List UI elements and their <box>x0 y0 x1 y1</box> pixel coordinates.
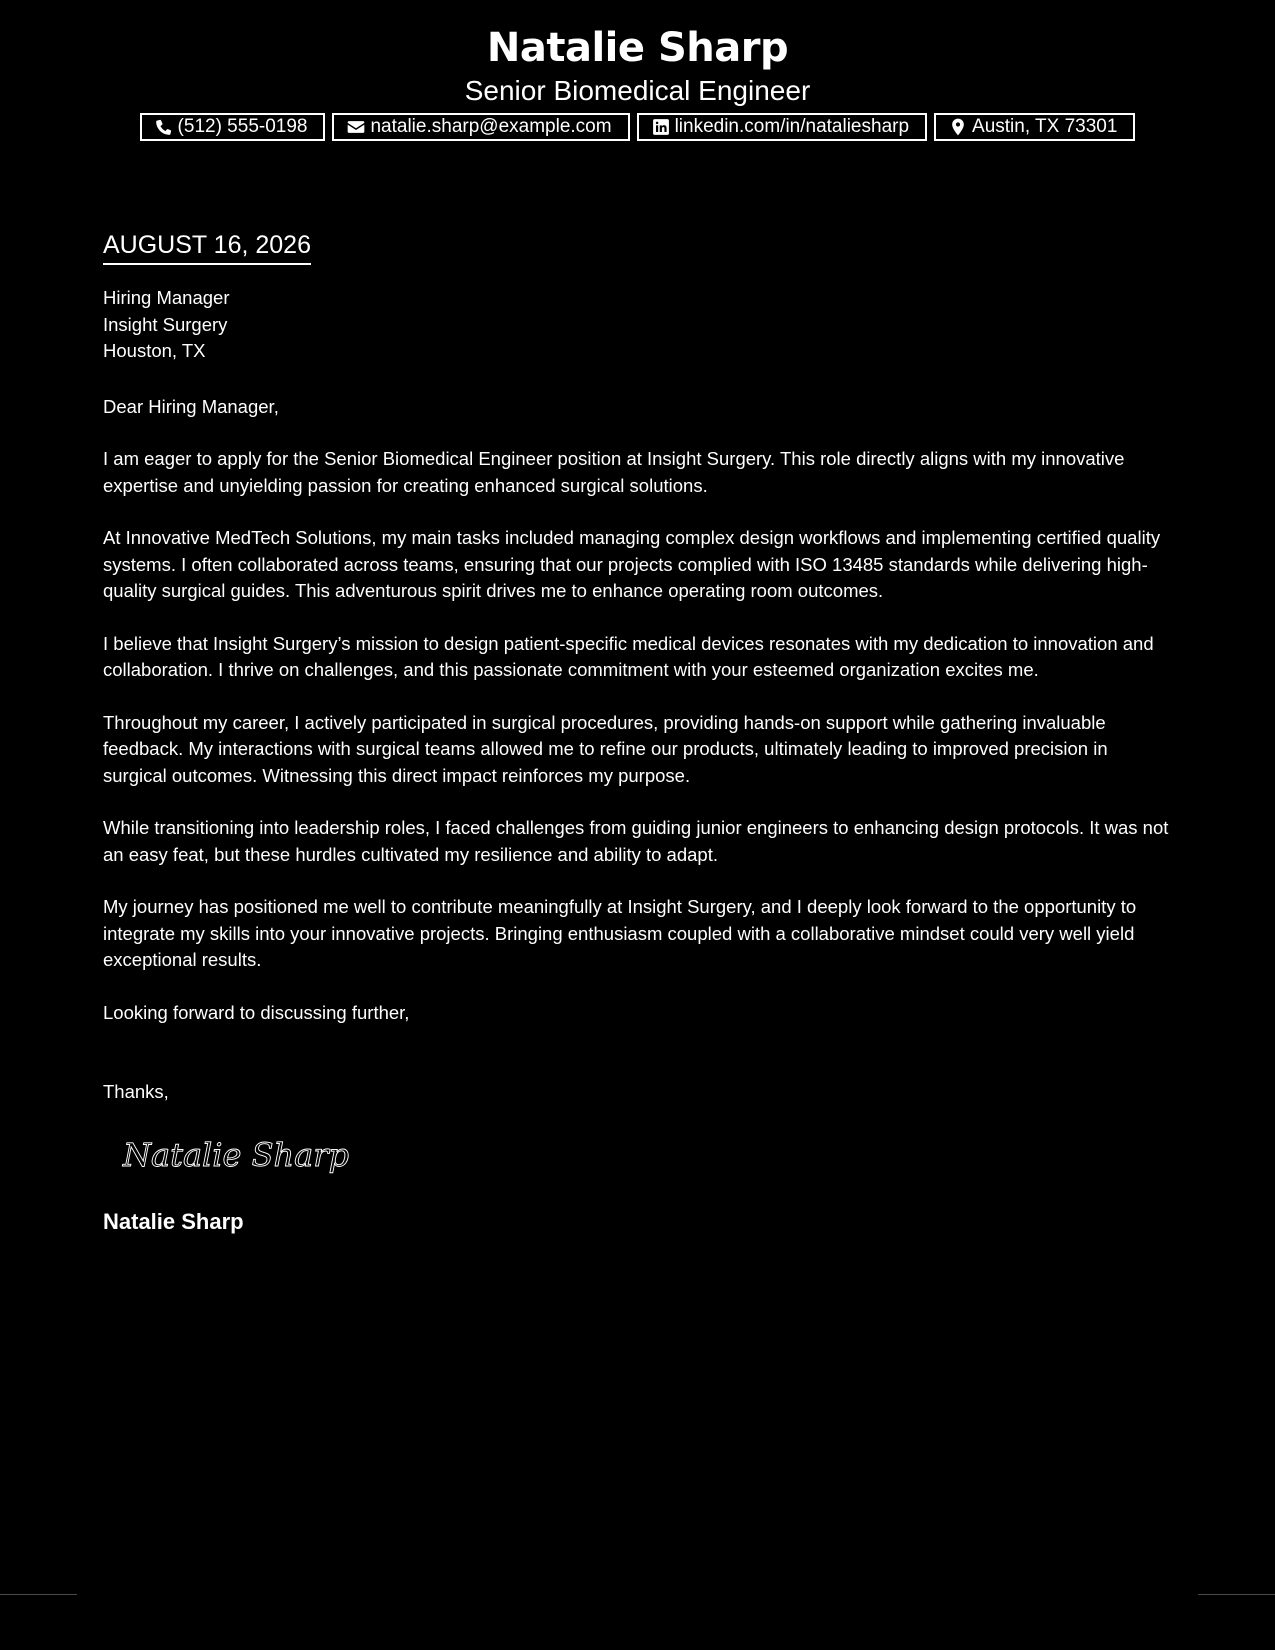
contact-linkedin[interactable] <box>637 113 927 141</box>
paragraph-1: I am eager to apply for the Senior Biomedical Engineer position at Insight Surgery. This role directly aligns with my innovative expertise and unyielding passion for creating enhanced surgical solutions. <box>103 448 1125 496</box>
map-marker-icon <box>948 117 968 137</box>
linkedin-text: linkedin.com/in/nataliesharp <box>674 116 910 137</box>
footer-rule-right <box>1198 1594 1275 1595</box>
recipient-block <box>103 285 1173 365</box>
signer-name: Natalie Sharp <box>103 1209 244 1234</box>
contact-email[interactable] <box>332 113 629 141</box>
salutation: Dear Hiring Manager, <box>103 395 279 417</box>
phone-text: (512) 555-0198 <box>177 116 308 137</box>
recipient-title: Hiring Manager <box>103 287 230 308</box>
contact-bar <box>0 113 1275 141</box>
contact-location[interactable] <box>934 113 1135 141</box>
paragraph-6: My journey has positioned me well to contribute meaningfully at Insight Surgery, and I deeply look forward to the opportunity to integrate my skills into your innovative projects. Bringing enthusiasm coupled with a collaborative mindset could very well yield exceptional results. <box>103 896 1137 970</box>
footer-rule-left <box>0 1594 77 1595</box>
contact-phone[interactable] <box>140 113 326 141</box>
handwritten-signature <box>121 1128 351 1176</box>
paragraph-3: I believe that Insight Surgery’s mission to design patient-specific medical devices resonates with my dedication to innovation and collaboration. I thrive on challenges, and this passionate commitment with your esteemed organization excites me. <box>103 632 1154 680</box>
phone-icon <box>154 117 174 137</box>
signoff: Thanks, <box>103 1081 169 1102</box>
paragraph-5: While transitioning into leadership roles, I faced challenges from guiding junior engineers to enhancing design protocols. It was not an easy feat, but these hurdles cultivated my resilience and ability to adapt. <box>103 817 1169 865</box>
envelope-icon <box>346 117 366 137</box>
letter-header <box>0 22 1275 108</box>
paragraph-4: Throughout my career, I actively participated in surgical procedures, providing hands-on support while gathering invaluable feedback. My interactions with surgical teams allowed me to refine our products, ultimately leading to improved precision in surgical outcomes. Witnessing this direct impact reinforces my purpose. <box>103 711 1108 786</box>
closing-line: Looking forward to discussing further, <box>103 1001 410 1023</box>
recipient-location: Houston, TX <box>103 340 206 361</box>
linkedin-icon <box>651 117 671 137</box>
letter-date: AUGUST 16, 2026 <box>103 228 311 265</box>
location-text: Austin, TX 73301 <box>972 116 1118 137</box>
applicant-title: Senior Biomedical Engineer <box>464 75 811 106</box>
applicant-name: Natalie Sharp <box>486 25 789 71</box>
email-text: natalie.sharp@example.com <box>370 116 612 137</box>
recipient-company: Insight Surgery <box>103 313 228 335</box>
signature-text: Natalie Sharp <box>123 1135 349 1174</box>
paragraph-2: At Innovative MedTech Solutions, my main tasks included managing complex design workflows and implementing certified quality systems. I often collaborated across teams, ensuring that our projects complied with ISO 13485 standards while delivering high-quality surgical guides. This adventurous spirit drives me to enhance operating room outcomes. <box>103 527 1161 601</box>
letter-body <box>103 228 1173 1237</box>
